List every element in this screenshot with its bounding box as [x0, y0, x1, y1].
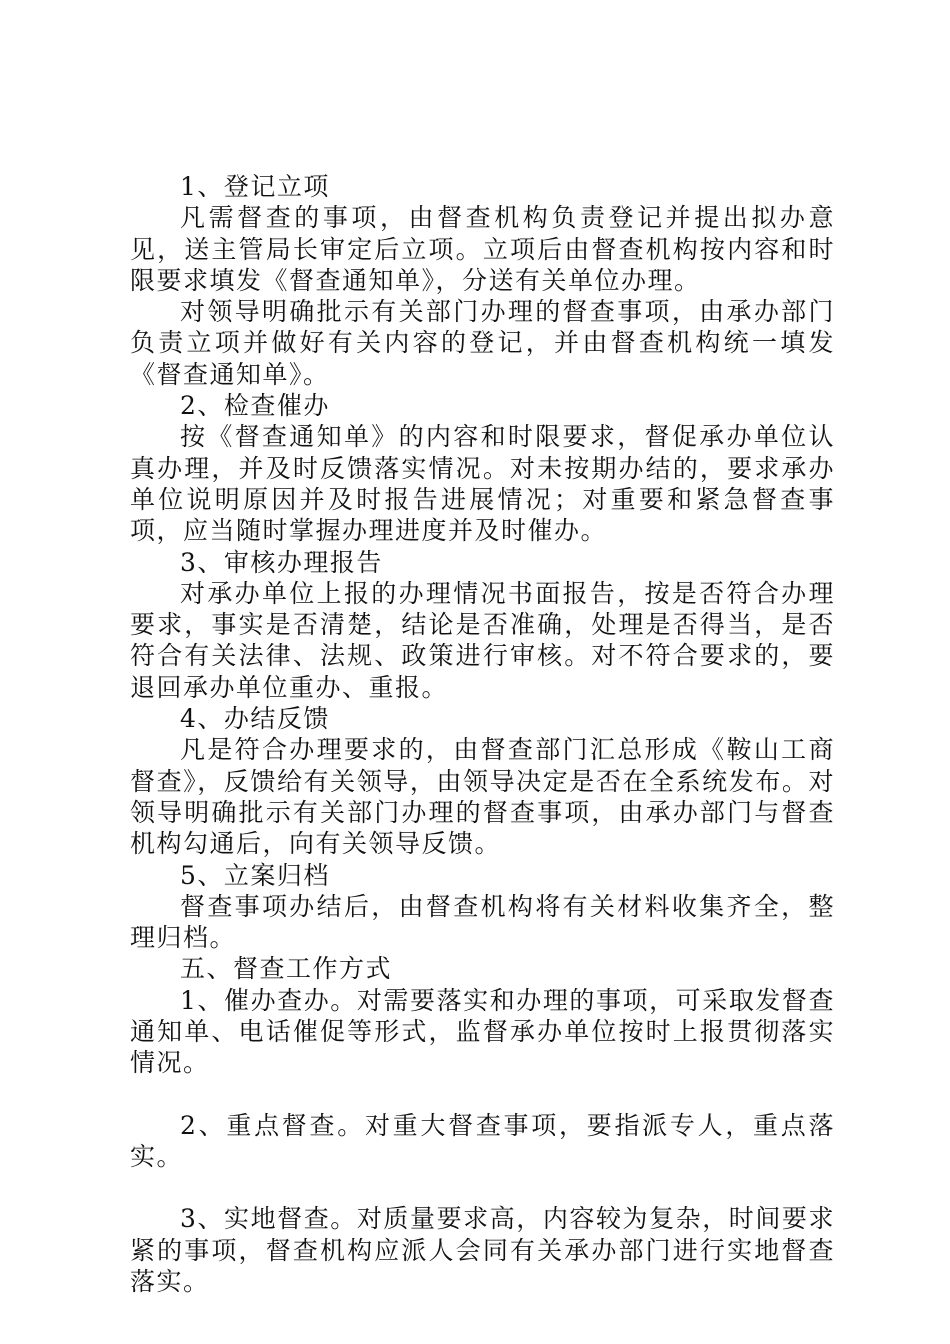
blank-line	[130, 1172, 835, 1203]
paragraph-leader-instruction-register: 对领导明确批示有关部门办理的督查事项，由承办部门负责立项并做好有关内容的登记，并由督查机构统一填发《督查通知单》。	[130, 297, 835, 389]
document-body	[130, 171, 835, 1297]
paragraph-feedback: 凡是符合办理要求的，由督查部门汇总形成《鞍山工商督查》，反馈给有关领导，由领导决定是否在全系统发布。对领导明确批示有关部门办理的督查事项，由承办部门与督查机构勾通后，向有关领导反馈。	[130, 735, 835, 859]
paragraph-method-key-inspection: 2、重点督查。对重大督查事项，要指派专人，重点落实。	[130, 1110, 835, 1171]
section-heading-review-report: 3、审核办理报告	[180, 547, 383, 577]
section-heading-work-methods: 五、督查工作方式	[180, 954, 393, 984]
section-heading-feedback: 4、办结反馈	[180, 704, 330, 734]
section-heading-archive: 5、立案归档	[180, 860, 330, 890]
paragraph-method-onsite-inspection: 3、实地督查。对质量要求高，内容较为复杂，时间要求紧的事项，督查机构应派人会同有关承办部门进行实地督查落实。	[130, 1204, 835, 1296]
paragraph-archive: 督查事项办结后，由督查机构将有关材料收集齐全，整理归档。	[130, 891, 835, 953]
blank-line	[130, 1079, 835, 1110]
paragraph-method-urge: 1、催办查办。对需要落实和办理的事项，可采取发督查通知单、电话催促等形式，监督承办单位按时上报贯彻落实情况。	[130, 985, 835, 1078]
paragraph-register-procedure: 凡需督查的事项，由督查机构负责登记并提出拟办意见，送主管局长审定后立项。立项后由督查机构按内容和时限要求填发《督查通知单》，分送有关单位办理。	[130, 203, 835, 295]
section-heading-inspect-urge: 2、检查催办	[180, 391, 330, 421]
section-heading-register: 1、登记立项	[180, 172, 330, 201]
paragraph-inspect-urge: 按《督查通知单》的内容和时限要求，督促承办单位认真办理，并及时反馈落实情况。对未按期办结的，要求承办单位说明原因并及时报告进展情况；对重要和紧急督查事项，应当随时掌握办理进度并及时催办。	[130, 422, 835, 546]
paragraph-review-report: 对承办单位上报的办理情况书面报告，按是否符合办理要求，事实是否清楚，结论是否准确，处理是否得当，是否符合有关法律、法规、政策进行审核。对不符合要求的，要退回承办单位重办、重报。	[130, 578, 835, 702]
